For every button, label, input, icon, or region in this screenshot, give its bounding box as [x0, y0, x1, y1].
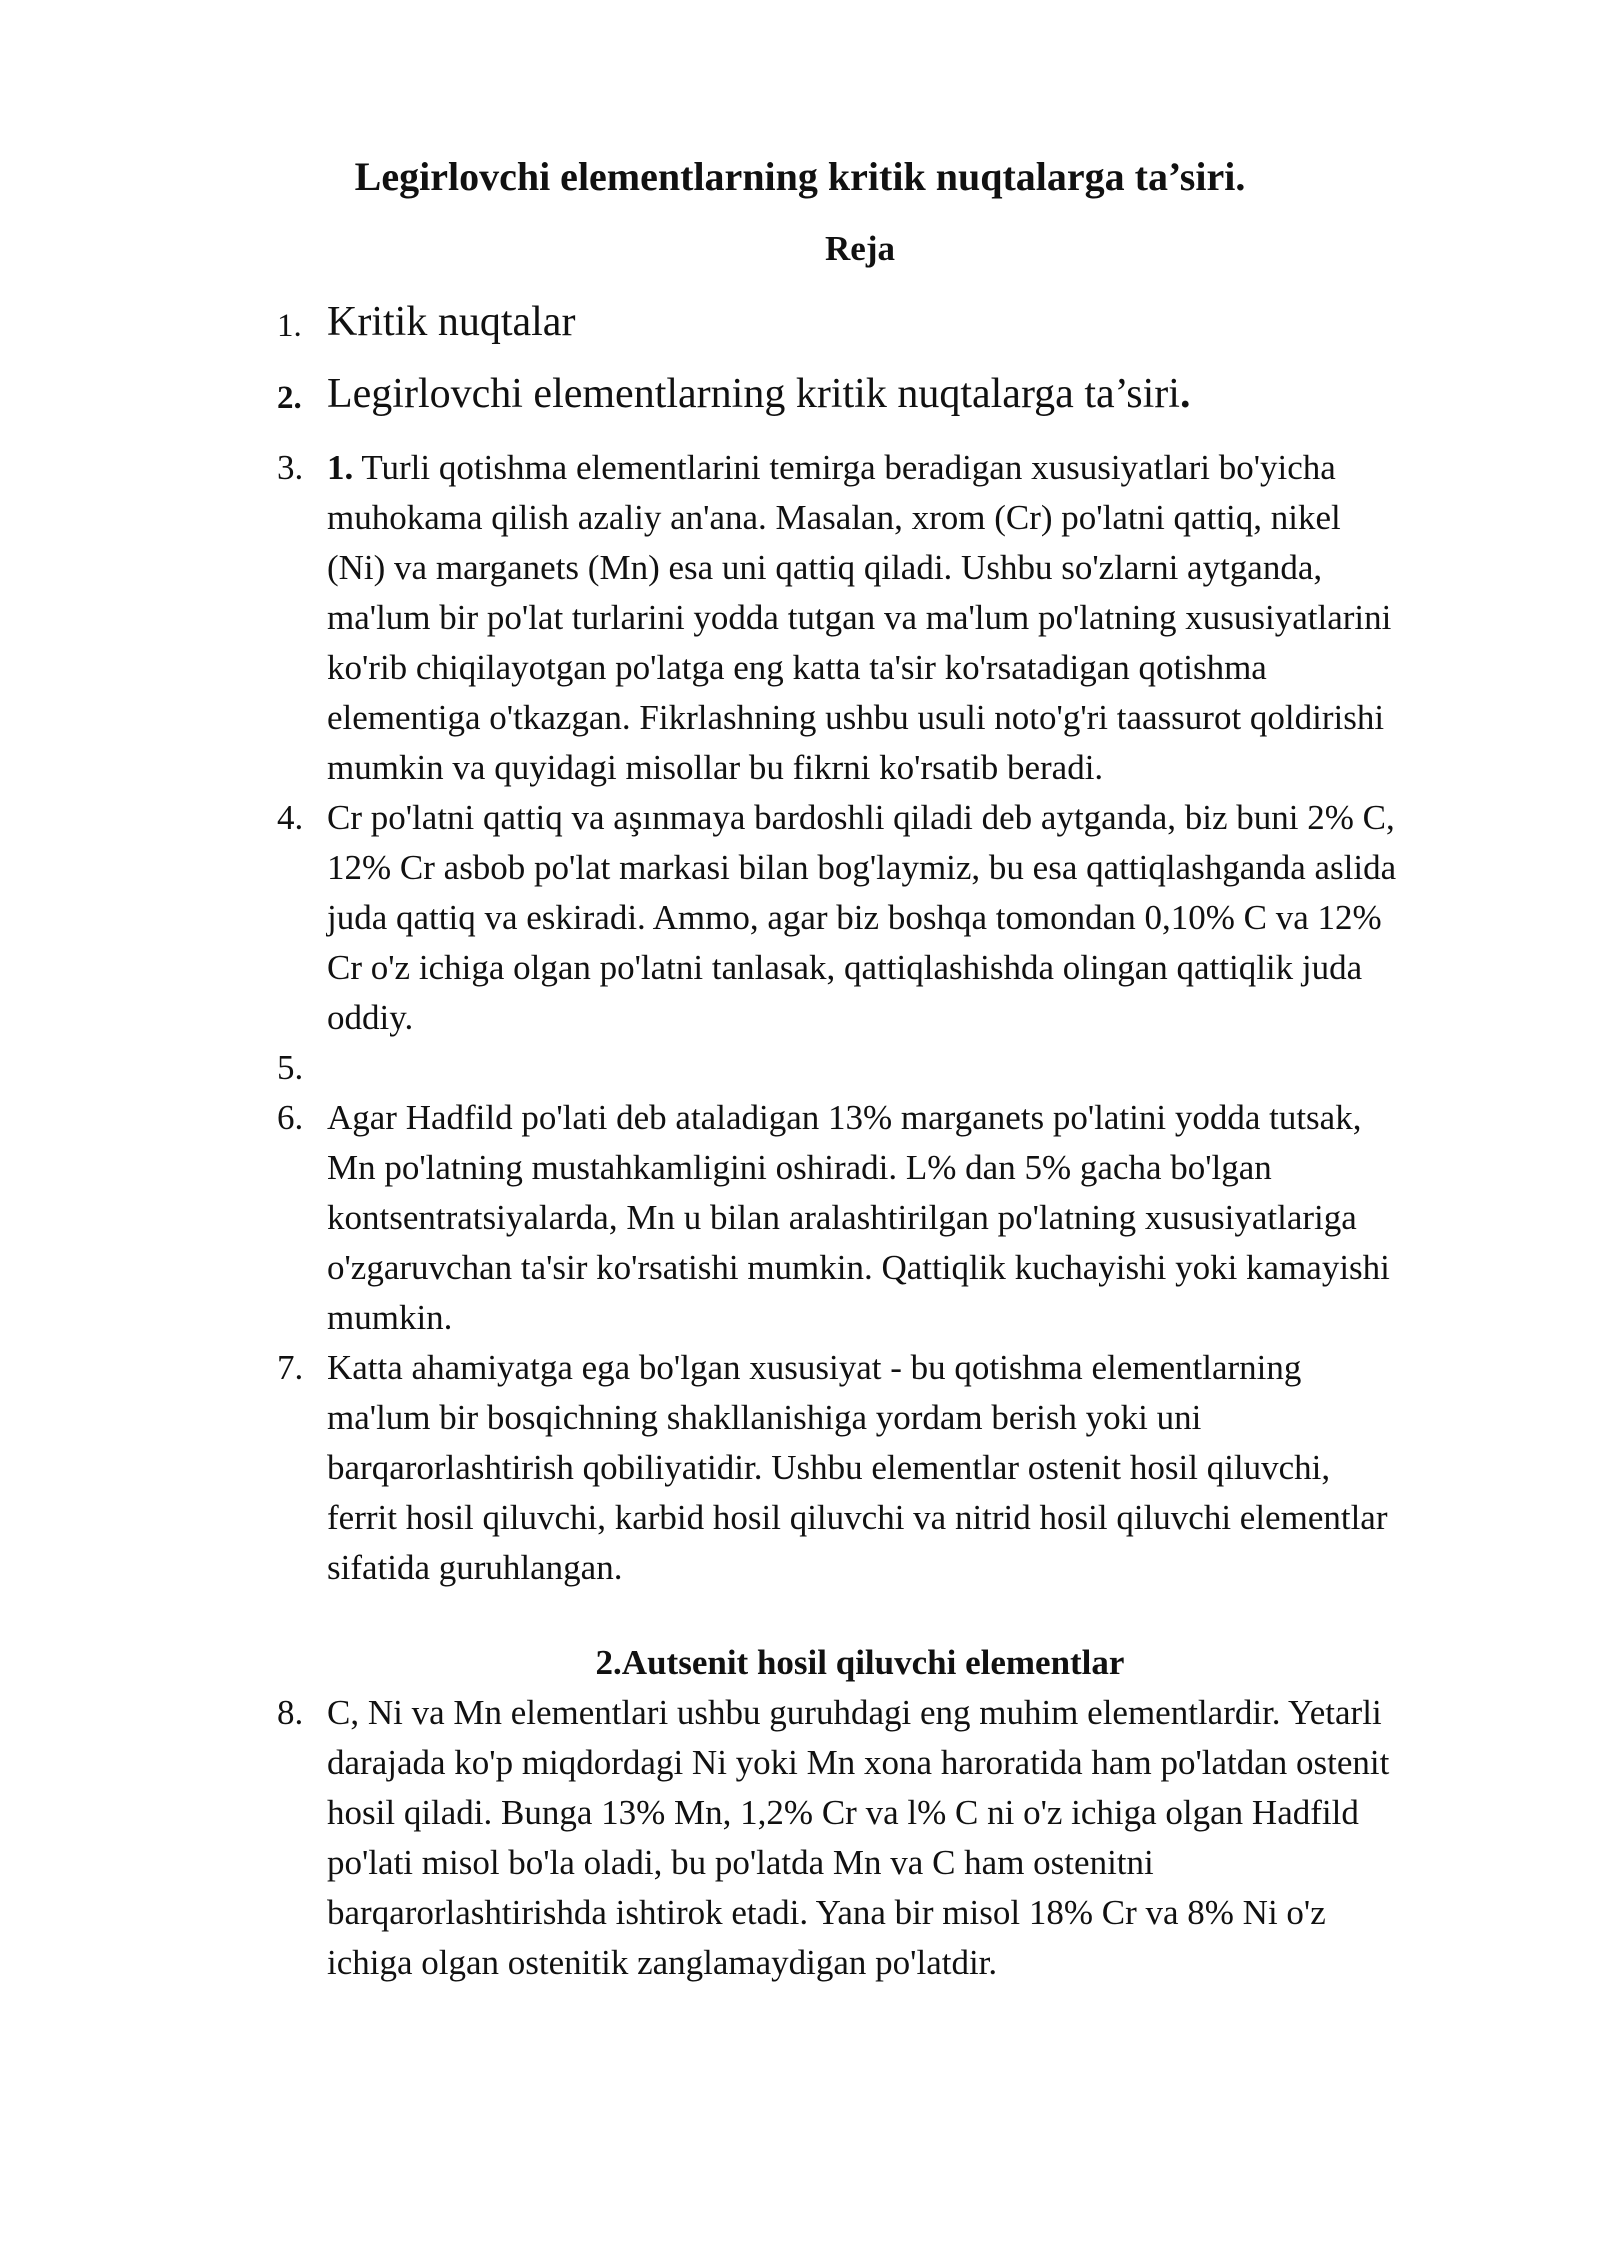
inline-lead-number: 1. — [327, 448, 354, 487]
section-heading: 2.Autsenit hosil qiluvchi elementlar — [595, 1643, 1125, 1682]
list-number: 6. — [277, 1098, 304, 1137]
list-number: 8. — [277, 1693, 304, 1732]
list-item — [277, 1093, 1502, 1343]
plan-item-text: Kritik nuqtalar — [327, 299, 576, 345]
list-item — [277, 1688, 1502, 1988]
numbered-list — [277, 443, 1502, 1593]
list-item — [277, 793, 1502, 1043]
list-number: 2. — [277, 380, 302, 416]
list-number: 3. — [277, 448, 304, 487]
list-number: 5. — [277, 1048, 304, 1087]
list-item — [277, 443, 1502, 793]
list-number: 1. — [277, 308, 302, 344]
list-item-text: 1. Turli qotishma elementlarini temirga beradigan xususiyatlari bo'yicha muhokama qilish azaliy an'ana. Masalan, xrom (Cr) po'latni qattiq, nikel (Ni) va marganets (Mn) esa uni qattiq qiladi. Ushbu so'zlarni aytganda, ma'lum bir po'lat turlarini yodda tutgan va ma'lum po'latning xususiyatlarini ko'rib chiqilayotgan po'latga eng katta ta'sir ko'rsatadigan qotishma elementiga o'tkazgan. Fikrlashning ushbu usuli noto'g'ri taassurot qoldirishi mumkin va quyidagi misollar bu fikrni ko'rsatib beradi. — [327, 448, 1392, 787]
list-item-text: Cr po'latni qattiq va aşınmaya bardoshli qiladi deb aytganda, biz buni 2% C, 12% Cr asbob po'lat markasi bilan bog'laymiz, bu esa qattiqlashganda aslida juda qattiq va eskiradi. Ammo, agar biz boshqa tomondan 0,10% C va 12% Cr o'z ichiga olgan po'latni tanlasak, qattiqlashishda olingan qattiqlik juda oddiy. — [327, 798, 1397, 1037]
numbered-list — [277, 1688, 1502, 1988]
list-number: 7. — [277, 1348, 304, 1387]
list-item-text: Katta ahamiyatga ega bo'lgan xususiyat - bu qotishma elementlarning ma'lum bir bosqichning shakllanishiga yordam berish yoki uni barqarorlashtirish qobiliyatidir. Ushbu elementlar ostenit hosil qiluvchi, ferrit hosil qiluvchi, karbid hosil qiluvchi va nitrid hosil qiluvchi elementlar sifatida guruhlangan. — [327, 1348, 1388, 1587]
list-item-text: C, Ni va Mn elementlari ushbu guruhdagi eng muhim elementlardir. Yetarli darajada ko'p miqdordagi Ni yoki Mn xona haroratida ham po'latdan ostenit hosil qiladi. Bunga 13% Mn, 1,2% Cr va l% C ni o'z ichiga olgan Hadfild po'lati misol bo'la oladi, bu po'latda Mn va C ham ostenitni barqarorlashtirishda ishtirok etadi. Yana bir misol 18% Cr va 8% Ni o'z ichiga olgan ostenitik zanglamaydigan po'latdir. — [327, 1693, 1390, 1982]
plan-item-text: Legirlovchi elementlarning kritik nuqtalarga ta’siri. — [327, 371, 1191, 417]
list-item — [277, 1343, 1502, 1593]
plan-heading: Reja — [825, 229, 895, 268]
list-number: 4. — [277, 798, 304, 837]
document-title: Legirlovchi elementlarning kritik nuqtalarga ta’siri. — [354, 154, 1246, 199]
list-item — [277, 1043, 1502, 1093]
list-item-text: Agar Hadfild po'lati deb ataladigan 13% marganets po'latini yodda tutsak, Mn po'latning mustahkamligini oshiradi. L% dan 5% gacha bo'lgan kontsentratsiyalarda, Mn u bilan aralashtirilgan po'latning xususiyatlariga o'zgaruvchan ta'sir ko'rsatishi mumkin. Qattiqlik kuchayishi yoki kamayishi mumkin. — [327, 1098, 1390, 1337]
